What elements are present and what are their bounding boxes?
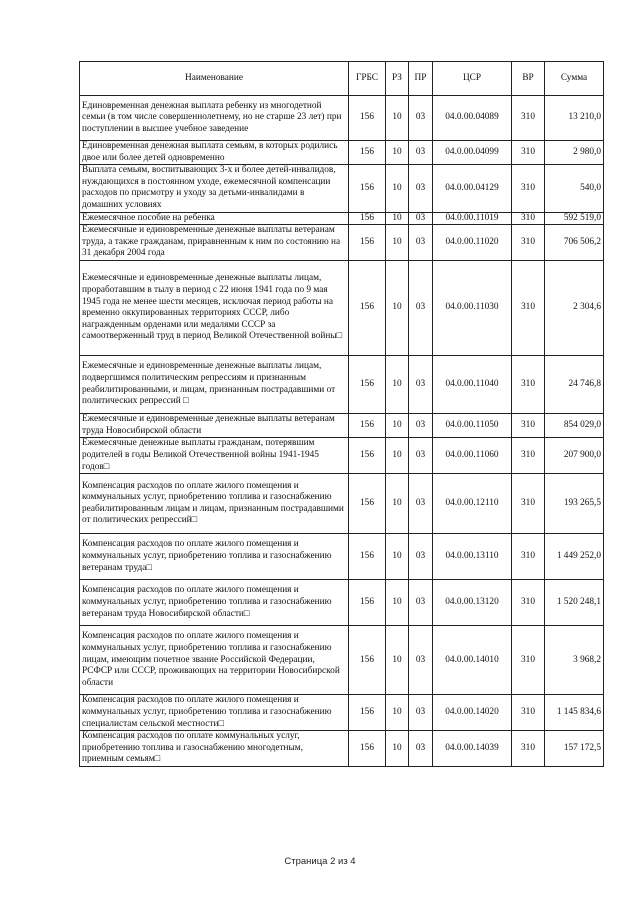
cell-vr: 310 xyxy=(512,261,545,356)
cell-name: Компенсация расходов по оплате жилого помещения и коммунальных услуг, приобретению топлива и газоснабжению специалистам сельской местности□ xyxy=(80,695,349,731)
cell-vr: 310 xyxy=(512,695,545,731)
header-name: Наименование xyxy=(80,62,349,96)
cell-pr: 03 xyxy=(409,474,433,534)
table-row xyxy=(80,626,604,695)
cell-vr: 310 xyxy=(512,165,545,212)
cell-rz: 10 xyxy=(386,438,409,474)
table-row xyxy=(80,731,604,767)
cell-vr: 310 xyxy=(512,626,545,695)
cell-pr: 03 xyxy=(409,96,433,141)
cell-pr: 03 xyxy=(409,695,433,731)
cell-name: Единовременная денежная выплата ребенку из многодетной семьи (в том числе совершеннолетнему, но не старше 23 лет) при поступлении в высшее учебное заведение xyxy=(80,96,349,141)
cell-csr: 04.0.00.14020 xyxy=(433,695,512,731)
cell-sum: 2 980,0 xyxy=(545,141,604,165)
cell-csr: 04.0.00.11050 xyxy=(433,414,512,438)
cell-sum: 1 449 252,0 xyxy=(545,534,604,580)
cell-sum: 592 519,0 xyxy=(545,212,604,225)
cell-vr: 310 xyxy=(512,414,545,438)
header-vr: ВР xyxy=(512,62,545,96)
table-row xyxy=(80,165,604,212)
cell-grbs: 156 xyxy=(349,356,386,414)
cell-vr: 310 xyxy=(512,212,545,225)
cell-sum: 1 145 834,6 xyxy=(545,695,604,731)
cell-rz: 10 xyxy=(386,165,409,212)
table-row xyxy=(80,141,604,165)
cell-pr: 03 xyxy=(409,534,433,580)
cell-csr: 04.0.00.12110 xyxy=(433,474,512,534)
budget-table xyxy=(79,61,604,767)
cell-sum: 2 304,6 xyxy=(545,261,604,356)
cell-grbs: 156 xyxy=(349,96,386,141)
table-row xyxy=(80,474,604,534)
table-row xyxy=(80,212,604,225)
cell-name: Компенсация расходов по оплате жилого помещения и коммунальных услуг, приобретению топлива и газоснабжению ветеранам труда Новосибирской области□ xyxy=(80,580,349,626)
cell-grbs: 156 xyxy=(349,261,386,356)
cell-sum: 854 029,0 xyxy=(545,414,604,438)
cell-name: Ежемесячное пособие на ребенка xyxy=(80,212,349,225)
table-row xyxy=(80,580,604,626)
cell-vr: 310 xyxy=(512,474,545,534)
cell-csr: 04.0.00.11019 xyxy=(433,212,512,225)
cell-rz: 10 xyxy=(386,414,409,438)
cell-sum: 157 172,5 xyxy=(545,731,604,767)
cell-vr: 310 xyxy=(512,534,545,580)
cell-rz: 10 xyxy=(386,261,409,356)
cell-name: Ежемесячные и единовременные денежные выплаты ветеранам труда Новосибирской области xyxy=(80,414,349,438)
cell-name: Компенсация расходов по оплате жилого помещения и коммунальных услуг, приобретению топлива и газоснабжению реабилитированным лицам и лицам, признанным пострадавшими от политических репрессий□ xyxy=(80,474,349,534)
cell-pr: 03 xyxy=(409,414,433,438)
cell-rz: 10 xyxy=(386,96,409,141)
cell-name: Компенсация расходов по оплате жилого помещения и коммунальных услуг, приобретению топлива и газоснабжению ветеранам труда□ xyxy=(80,534,349,580)
cell-csr: 04.0.00.04099 xyxy=(433,141,512,165)
cell-pr: 03 xyxy=(409,225,433,261)
cell-vr: 310 xyxy=(512,225,545,261)
cell-csr: 04.0.00.11060 xyxy=(433,438,512,474)
cell-name: Компенсация расходов по оплате жилого помещения и коммунальных услуг, приобретению топлива и газоснабжению лицам, имеющим почетное звание Российской Федерации, РСФСР или СССР, проживающих на территории Новосибирской области xyxy=(80,626,349,695)
cell-grbs: 156 xyxy=(349,414,386,438)
cell-pr: 03 xyxy=(409,212,433,225)
header-sum: Сумма xyxy=(545,62,604,96)
cell-sum: 1 520 248,1 xyxy=(545,580,604,626)
cell-name: Ежемесячные денежные выплаты гражданам, потерявшим родителей в годы Великой Отечественной войны 1941-1945 годов□ xyxy=(80,438,349,474)
cell-sum: 540,0 xyxy=(545,165,604,212)
table-row xyxy=(80,534,604,580)
header-pr: ПР xyxy=(409,62,433,96)
cell-pr: 03 xyxy=(409,141,433,165)
cell-name: Ежемесячные и единовременные денежные выплаты лицам, проработавшим в тылу в период с 22 июня 1941 года по 9 мая 1945 года не менее шести месяцев, исключая период работы на временно оккупированных территориях СССР, либо награжденным орденами или медалями СССР за самоотверженный труд в период Великой Отечественной войны□ xyxy=(80,261,349,356)
header-grbs: ГРБС xyxy=(349,62,386,96)
cell-rz: 10 xyxy=(386,225,409,261)
cell-grbs: 156 xyxy=(349,695,386,731)
cell-sum: 3 968,2 xyxy=(545,626,604,695)
cell-pr: 03 xyxy=(409,626,433,695)
header-rz: РЗ xyxy=(386,62,409,96)
cell-grbs: 156 xyxy=(349,212,386,225)
cell-rz: 10 xyxy=(386,534,409,580)
cell-grbs: 156 xyxy=(349,165,386,212)
cell-rz: 10 xyxy=(386,212,409,225)
cell-rz: 10 xyxy=(386,141,409,165)
cell-pr: 03 xyxy=(409,261,433,356)
cell-grbs: 156 xyxy=(349,438,386,474)
cell-name: Единовременная денежная выплата семьям, в которых родились двое или более детей одновременно xyxy=(80,141,349,165)
cell-csr: 04.0.00.11040 xyxy=(433,356,512,414)
cell-grbs: 156 xyxy=(349,141,386,165)
header-csr: ЦСР xyxy=(433,62,512,96)
cell-name: Выплата семьям, воспитывающих 3-х и более детей-инвалидов, нуждающихся в постоянном уходе, ежемесячной компенсации расходов по присмотру и уходу за детьми-инвалидами в домашних условиях xyxy=(80,165,349,212)
table-header-row xyxy=(80,62,604,96)
cell-pr: 03 xyxy=(409,731,433,767)
cell-pr: 03 xyxy=(409,580,433,626)
cell-vr: 310 xyxy=(512,731,545,767)
cell-grbs: 156 xyxy=(349,534,386,580)
cell-vr: 310 xyxy=(512,438,545,474)
table-body xyxy=(80,96,604,767)
cell-grbs: 156 xyxy=(349,225,386,261)
cell-sum: 207 900,0 xyxy=(545,438,604,474)
table-row xyxy=(80,356,604,414)
cell-rz: 10 xyxy=(386,626,409,695)
cell-name: Компенсация расходов по оплате коммунальных услуг, приобретению топлива и газоснабжению многодетным, приемным семьям□ xyxy=(80,731,349,767)
cell-name: Ежемесячные и единовременные денежные выплаты лицам, подвергшимся политическим репрессиям и признанным реабилитированными, и лицам, признанным пострадавшими от политических репрессий □ xyxy=(80,356,349,414)
cell-vr: 310 xyxy=(512,580,545,626)
cell-grbs: 156 xyxy=(349,731,386,767)
cell-grbs: 156 xyxy=(349,580,386,626)
cell-grbs: 156 xyxy=(349,474,386,534)
cell-csr: 04.0.00.14039 xyxy=(433,731,512,767)
cell-pr: 03 xyxy=(409,438,433,474)
cell-sum: 24 746,8 xyxy=(545,356,604,414)
cell-grbs: 156 xyxy=(349,626,386,695)
cell-sum: 13 210,0 xyxy=(545,96,604,141)
table-row xyxy=(80,414,604,438)
cell-rz: 10 xyxy=(386,580,409,626)
cell-pr: 03 xyxy=(409,356,433,414)
cell-rz: 10 xyxy=(386,731,409,767)
cell-vr: 310 xyxy=(512,356,545,414)
cell-vr: 310 xyxy=(512,96,545,141)
table-row xyxy=(80,96,604,141)
table-row xyxy=(80,261,604,356)
cell-csr: 04.0.00.11030 xyxy=(433,261,512,356)
page-number: Страница 2 из 4 xyxy=(284,856,356,867)
cell-rz: 10 xyxy=(386,474,409,534)
cell-csr: 04.0.00.13110 xyxy=(433,534,512,580)
cell-sum: 706 506,2 xyxy=(545,225,604,261)
cell-csr: 04.0.00.14010 xyxy=(433,626,512,695)
cell-vr: 310 xyxy=(512,141,545,165)
cell-csr: 04.0.00.11020 xyxy=(433,225,512,261)
cell-sum: 193 265,5 xyxy=(545,474,604,534)
cell-pr: 03 xyxy=(409,165,433,212)
cell-csr: 04.0.00.04129 xyxy=(433,165,512,212)
cell-rz: 10 xyxy=(386,356,409,414)
cell-csr: 04.0.00.04089 xyxy=(433,96,512,141)
table-row xyxy=(80,225,604,261)
table-row xyxy=(80,438,604,474)
cell-rz: 10 xyxy=(386,695,409,731)
cell-name: Ежемесячные и единовременные денежные выплаты ветеранам труда, а также гражданам, приравненным к ним по состоянию на 31 декабря 2004 года xyxy=(80,225,349,261)
table-row xyxy=(80,695,604,731)
cell-csr: 04.0.00.13120 xyxy=(433,580,512,626)
